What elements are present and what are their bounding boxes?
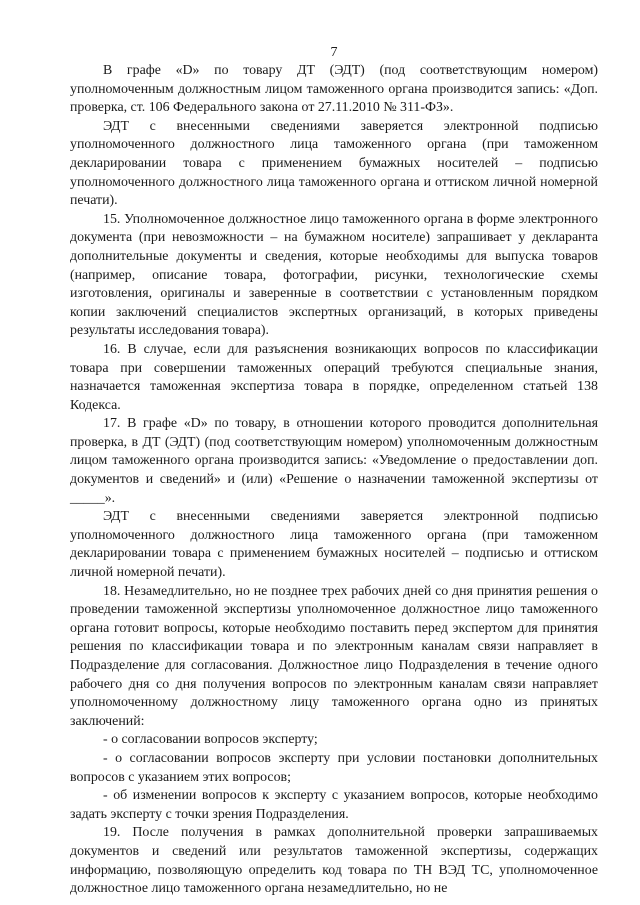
document-body: [70, 62, 598, 899]
paragraph-19: 19. После получения в рамках дополнительной проверки запрашиваемых документов и сведений или результатов таможенной экспертизы, содержащих информацию, позволяющую определить код товара по ТН ВЭД ТС, уполномоченное должностное лицо таможенного органа незамедлительно, но не: [70, 825, 598, 897]
paragraph-17: 17. В графе «D» по товару, в отношении которого проводится дополнительная проверка, в ДТ (ЭДТ) (под соответствующим номером) уполномоченным должностным лицом таможенного органа производится запись: «Уведомление о предоставлении доп. документов и сведений» и (или) «Решение о назначении таможенной экспертизы от _____».: [70, 416, 598, 506]
paragraph-16: 16. В случае, если для разъяснения возникающих вопросов по классификации товара при совершении таможенных операций требуются специальные знания, назначается таможенная экспертиза товара в порядке, определенном статьей 138 Кодекса.: [70, 341, 598, 413]
list-item-approval: - о согласовании вопросов эксперту;: [103, 732, 318, 748]
list-item-change-questions: - об изменении вопросов к эксперту с указанием вопросов, которые необходимо задать эксперту с точки зрения Подразделения.: [70, 788, 598, 822]
paragraph-edt-signature-2: ЭДТ с внесенными сведениями заверяется электронной подписью уполномоченного должностного лица таможенного органа (при таможенном декларировании товара с применением бумажных носителей – подписью и оттиском личной номерной печати).: [70, 509, 598, 581]
paragraph-edt-signature: ЭДТ с внесенными сведениями заверяется электронной подписью уполномоченного должностного лица таможенного органа (при таможенном декларировании товара с применением бумажных носителей – подписью уполномоченного должностного лица таможенного органа и оттиском личной номерной печати).: [70, 118, 598, 209]
document-page: [70, 0, 598, 905]
paragraph-15: 15. Уполномоченное должностное лицо таможенного органа в форме электронного документа (при невозможности – на бумажном носителе) запрашивает у декларанта дополнительные документы и сведения, которые необходимы для выпуска товаров (например, описание товара, фотографии, рисунки, технологические схемы изготовления, оригиналы и заверенные в соответствии с установленным порядком копии заключений специалистов экспертных организаций, в которых приведены результаты исследования товара).: [70, 211, 598, 339]
paragraph-dt-record: В графе «D» по товару ДТ (ЭДТ) (под соответствующим номером) уполномоченным должностным лицом таможенного органа производится запись: «Доп. проверка, ст. 106 Федерального закона от 27.11.2010 № 311-ФЗ».: [70, 63, 598, 116]
page-number: 7: [330, 45, 338, 60]
paragraph-18: 18. Незамедлительно, но не позднее трех рабочих дней со дня принятия решения о проведении таможенной экспертизы уполномоченное должностное лицо таможенного органа готовит вопросы, которые необходимо поставить перед экспертом для принятия решения по классификации товара и по электронным каналам связи направляет в Подразделение для согласования. Должностное лицо Подразделения в течение одного рабочего дня со дня получения вопросов по электронным каналам связи направляет уполномоченному должностному лицу таможенного органа одно из принятых заключений:: [70, 583, 598, 729]
list-item-approval-conditional: - о согласовании вопросов эксперту при условии постановки дополнительных вопросов с указанием этих вопросов;: [70, 750, 598, 785]
